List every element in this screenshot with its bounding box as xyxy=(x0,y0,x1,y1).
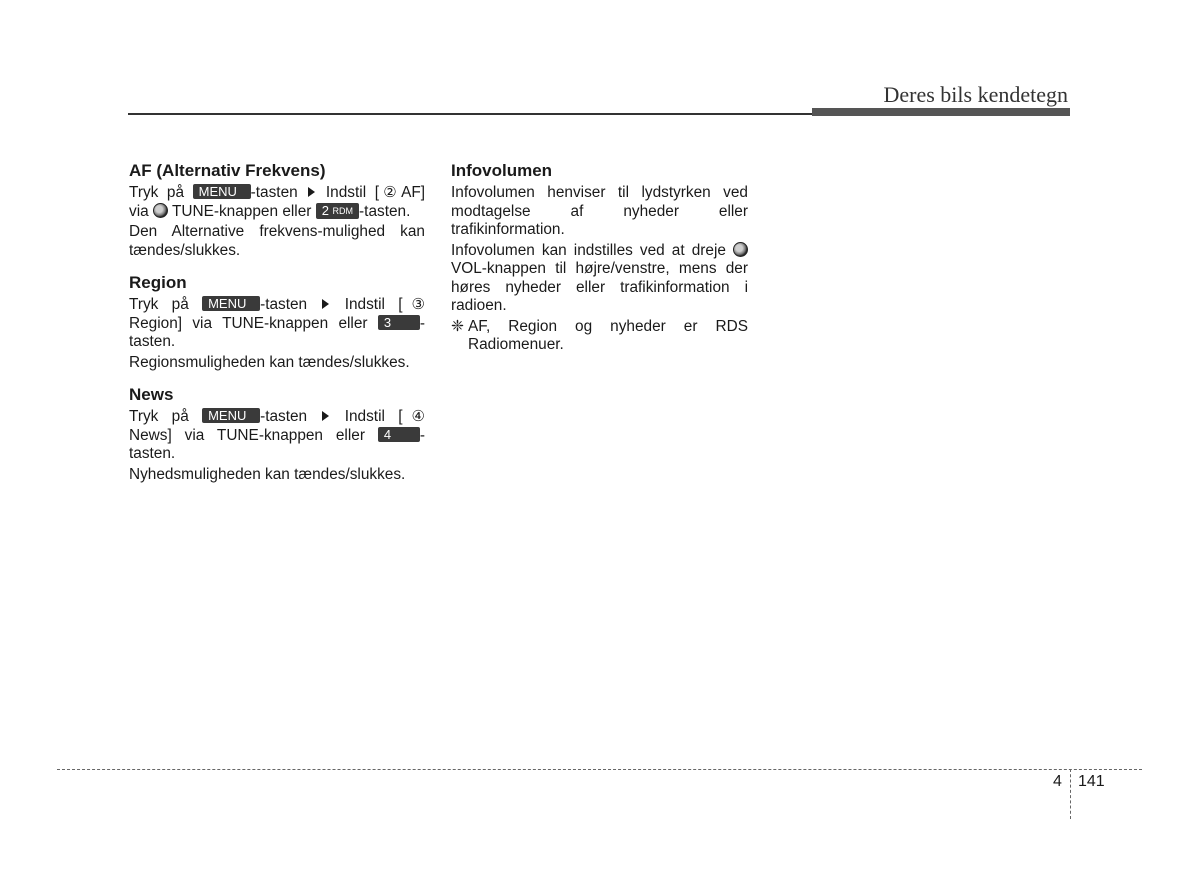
left-column xyxy=(129,160,425,486)
region-text-2a: Region] via TUNE-knappen eller xyxy=(129,314,368,332)
circled-4-icon: ④ xyxy=(402,408,425,425)
note-mark-icon: ❈ xyxy=(451,317,464,335)
arrow-right-icon xyxy=(322,411,329,421)
af-paragraph-2: Den Alternative frekvens-mulighed kan tændes/slukkes. xyxy=(129,223,425,259)
key-4-icon: 4 xyxy=(378,427,420,442)
tune-knob-icon xyxy=(153,203,168,218)
key-2-rdm-icon: 2 RDM xyxy=(316,203,359,219)
af-text-1d: AF] xyxy=(401,184,426,201)
news-text-3: tasten. xyxy=(129,445,176,462)
header-rule-thin xyxy=(128,113,812,115)
infovolumen-heading: Infovolumen xyxy=(451,161,553,180)
region-paragraph-2: Regionsmuligheden kan tændes/slukkes. xyxy=(129,353,410,371)
region-text-1b: -tasten xyxy=(260,296,308,313)
menu-key-icon: MENU xyxy=(193,184,251,199)
key-3-icon: 3 xyxy=(378,315,420,330)
news-text-1c: Indstil [ xyxy=(344,408,403,425)
af-text-1c: Indstil [ xyxy=(325,184,379,201)
header-rule-thick xyxy=(812,108,1070,116)
region-text-1c: Indstil [ xyxy=(344,296,403,313)
rds-note-text: AF, Region og nyheder er RDS Radiomenuer. xyxy=(468,317,748,353)
region-text-1a: Tryk på xyxy=(129,296,189,313)
news-text-1a: Tryk på xyxy=(129,408,189,425)
region-text-3: tasten. xyxy=(129,333,176,350)
af-paragraph-1 xyxy=(129,184,425,221)
region-heading: Region xyxy=(129,273,187,292)
circled-2-icon: ② xyxy=(378,184,402,201)
af-heading: AF (Alternativ Frekvens) xyxy=(129,161,326,180)
vol-knob-icon xyxy=(733,242,748,257)
news-text-1b: -tasten xyxy=(260,408,308,425)
infovolumen-text-2a: Infovolumen kan indstilles ved at dreje xyxy=(451,241,726,259)
circled-3-icon: ③ xyxy=(402,296,425,313)
af-text-1b: -tasten xyxy=(250,184,298,201)
infovolumen-paragraph-2 xyxy=(451,242,748,316)
news-heading: News xyxy=(129,385,174,404)
infovolumen-text-2b: VOL-knappen til højre/venstre, mens der høres nyheder eller trafikinformation i radioen. xyxy=(451,260,748,314)
news-text-2a: News] via TUNE-knappen eller xyxy=(129,426,365,444)
af-text-1a: Tryk på xyxy=(129,184,185,201)
footer-vertical-rule xyxy=(1070,769,1071,819)
page-header-title: Deres bils kendetegn xyxy=(883,82,1068,107)
arrow-right-icon xyxy=(308,187,315,197)
af-text-2b: TUNE-knappen eller xyxy=(171,202,312,220)
af-text-2c: -tasten. xyxy=(359,202,411,220)
news-paragraph-1 xyxy=(129,408,425,464)
arrow-right-icon xyxy=(322,299,329,309)
region-text-2b: - xyxy=(419,314,425,332)
infovolumen-paragraph-1: Infovolumen henviser til lydstyrken ved modtagelse af nyheder eller trafikinformation. xyxy=(451,184,748,238)
news-text-2b: - xyxy=(419,426,425,444)
menu-key-icon: MENU xyxy=(202,408,260,423)
news-paragraph-2: Nyhedsmuligheden kan tændes/slukkes. xyxy=(129,465,406,483)
page-number: 141 xyxy=(1078,773,1105,790)
af-text-2a: via xyxy=(129,202,149,220)
region-paragraph-1 xyxy=(129,296,425,352)
chapter-number: 4 xyxy=(1053,773,1062,790)
rds-note xyxy=(451,318,748,355)
menu-key-icon: MENU xyxy=(202,296,260,311)
footer-dashed-rule xyxy=(57,769,1142,770)
right-column xyxy=(451,160,748,355)
